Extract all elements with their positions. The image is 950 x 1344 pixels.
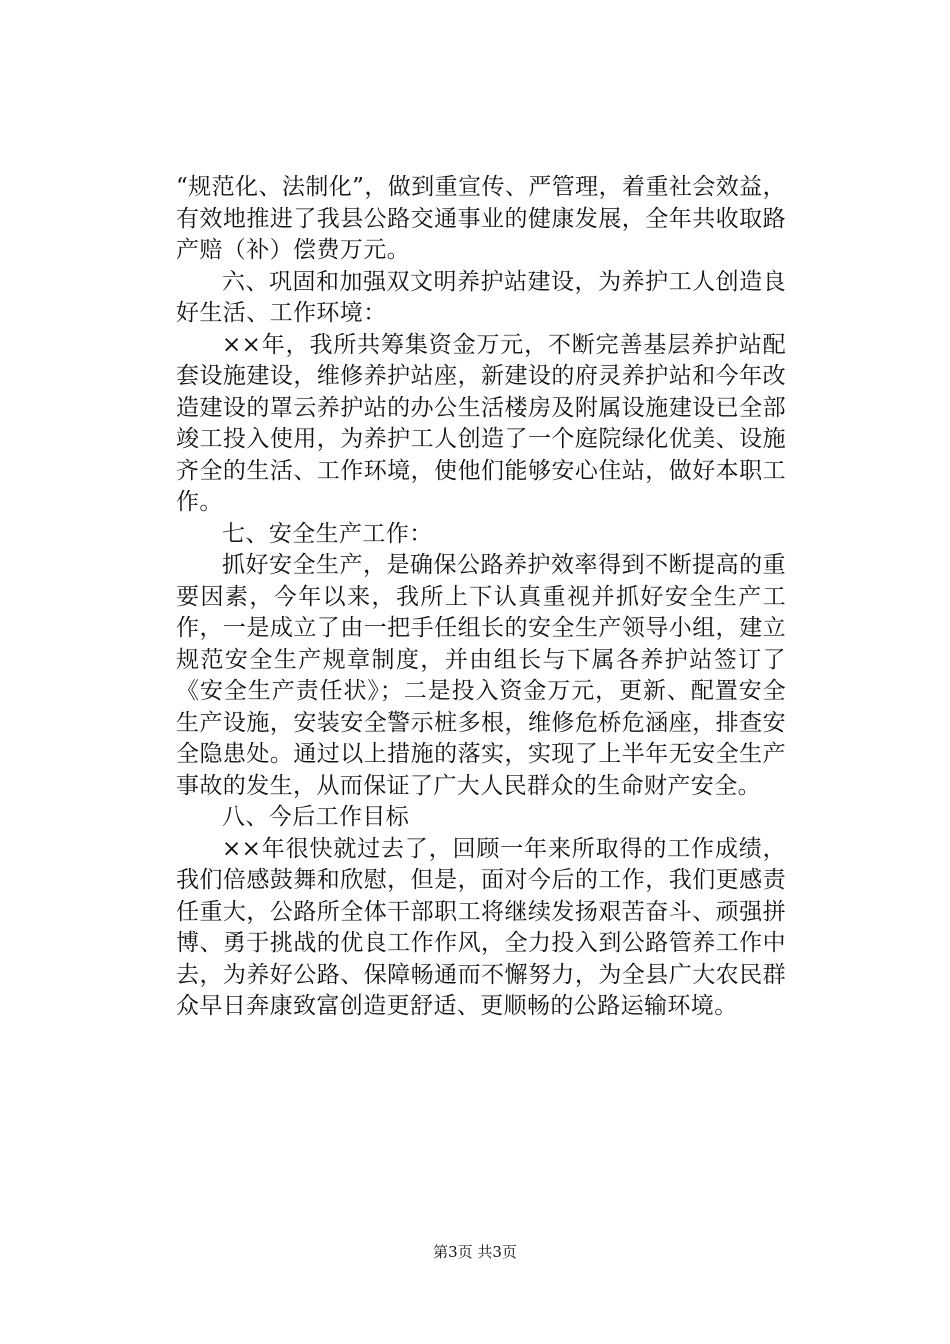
paragraph-continuation: “规范化、法制化”，做到重宣传、严管理，着重社会效益，有效地推进了我县公路交通事业的健康发展，全年共收取路产赔（补）偿费万元。 bbox=[176, 174, 786, 263]
section-heading-eight: 八、今后工作目标 bbox=[222, 804, 410, 830]
paragraph-station-construction: ××年，我所共筹集资金万元，不断完善基层养护站配套设施建设，维修养护站座，新建设的府灵养护站和今年改造建设的罩云养护站的办公生活楼房及附属设施建设已全部竣工投入使用，为养护工人创造了一个庭院绿化优美、设施齐全的生活、工作环境，使他们能够安心住站，做好本职工作。 bbox=[176, 331, 786, 515]
paragraph-safety-production: 抓好安全生产，是确保公路养护效率得到不断提高的重要因素，今年以来，我所上下认真重视并抓好安全生产工作，一是成立了由一把手任组长的安全生产领导小组，建立规范安全生产规章制度，并由组长与下属各养护站签订了《安全生产责任状》；二是投入资金万元，更新、配置安全生产设施，安装安全警示桩多根，维修危桥危涵座，排查安全隐患处。通过以上措施的落实，实现了上半年无安全生产事故的发生，从而保证了广大人民群众的生命财产安全。 bbox=[176, 552, 786, 799]
document-body bbox=[176, 172, 786, 1023]
paragraph-future-goals: ××年很快就过去了，回顾一年来所取得的工作成绩，我们倍感鼓舞和欣慰，但是，面对今后的工作，我们更感责任重大，公路所全体干部职工将继续发扬艰苦奋斗、顽强拼博、勇于挑战的优良工作作风，全力投入到公路管养工作中去，为养好公路、保障畅通而不懈努力，为全县广大农民群众早日奔康致富创造更舒适、更顺畅的公路运输环境。 bbox=[176, 835, 786, 1019]
page-number-footer: 第3页 共3页 bbox=[433, 1243, 517, 1261]
section-heading-six: 六、巩固和加强双文明养护站建设，为养护工人创造良好生活、工作环境： bbox=[176, 268, 786, 326]
section-heading-seven: 七、安全生产工作： bbox=[222, 520, 433, 547]
